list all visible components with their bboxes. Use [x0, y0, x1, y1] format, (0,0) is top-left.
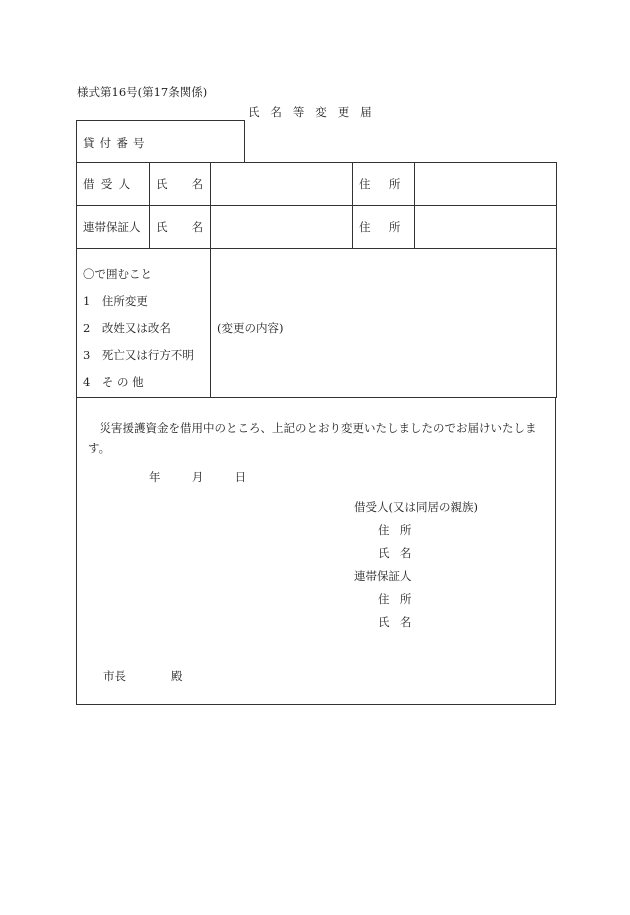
borrower-address-label-sign: 住所: [378, 523, 422, 537]
borrower-name-field[interactable]: [211, 163, 353, 206]
guarantor-heading: 連帯保証人: [354, 569, 412, 583]
guarantor-address-label: 住所: [353, 206, 415, 249]
date-day: 日: [234, 470, 247, 484]
option-other[interactable]: 4 そ の 他: [83, 374, 144, 389]
guarantor-name-label-sign: 氏名: [378, 615, 422, 629]
borrower-row: [77, 163, 557, 206]
borrower-label: 借受人: [77, 163, 150, 206]
form-number: 様式第16号(第17条関係): [77, 85, 208, 99]
borrower-address-field[interactable]: [415, 163, 557, 206]
borrower-heading: 借受人(又は同居の親族): [354, 500, 478, 514]
loan-number-label: 貸付番号: [83, 136, 150, 150]
addressee-title: 市長: [103, 669, 126, 683]
change-details-cell[interactable]: [211, 249, 557, 398]
option-address-change[interactable]: 1 住所変更: [83, 293, 148, 308]
change-row: [77, 249, 557, 398]
date-month: 月: [191, 470, 204, 484]
form-table: [76, 162, 557, 398]
date-line: [149, 469, 246, 485]
document-title: 氏名等変更届: [248, 105, 383, 119]
guarantor-row: [77, 206, 557, 249]
change-details-label: (変更の内容): [217, 321, 284, 335]
borrower-name-label: 氏名: [150, 163, 211, 206]
option-death-missing[interactable]: 3 死亡又は行方不明: [83, 347, 194, 362]
guarantor-name-field[interactable]: [211, 206, 353, 249]
addressee-honorific: 殿: [171, 669, 183, 683]
option-name-change[interactable]: 2 改姓又は改名: [83, 320, 171, 335]
guarantor-address-field[interactable]: [415, 206, 557, 249]
circle-instruction: 〇で囲むこと: [83, 266, 152, 281]
declaration-text: 災害援護資金を借用中のところ、上記のとおり変更いたしましたのでお届けいたします。: [88, 421, 537, 455]
borrower-name-label-sign: 氏名: [378, 546, 422, 560]
borrower-address-label: 住所: [353, 163, 415, 206]
guarantor-label: 連帯保証人: [77, 206, 150, 249]
guarantor-address-label-sign: 住所: [378, 592, 422, 606]
guarantor-name-label: 氏名: [150, 206, 211, 249]
change-options-cell: [77, 249, 211, 398]
date-year: 年: [149, 470, 161, 484]
